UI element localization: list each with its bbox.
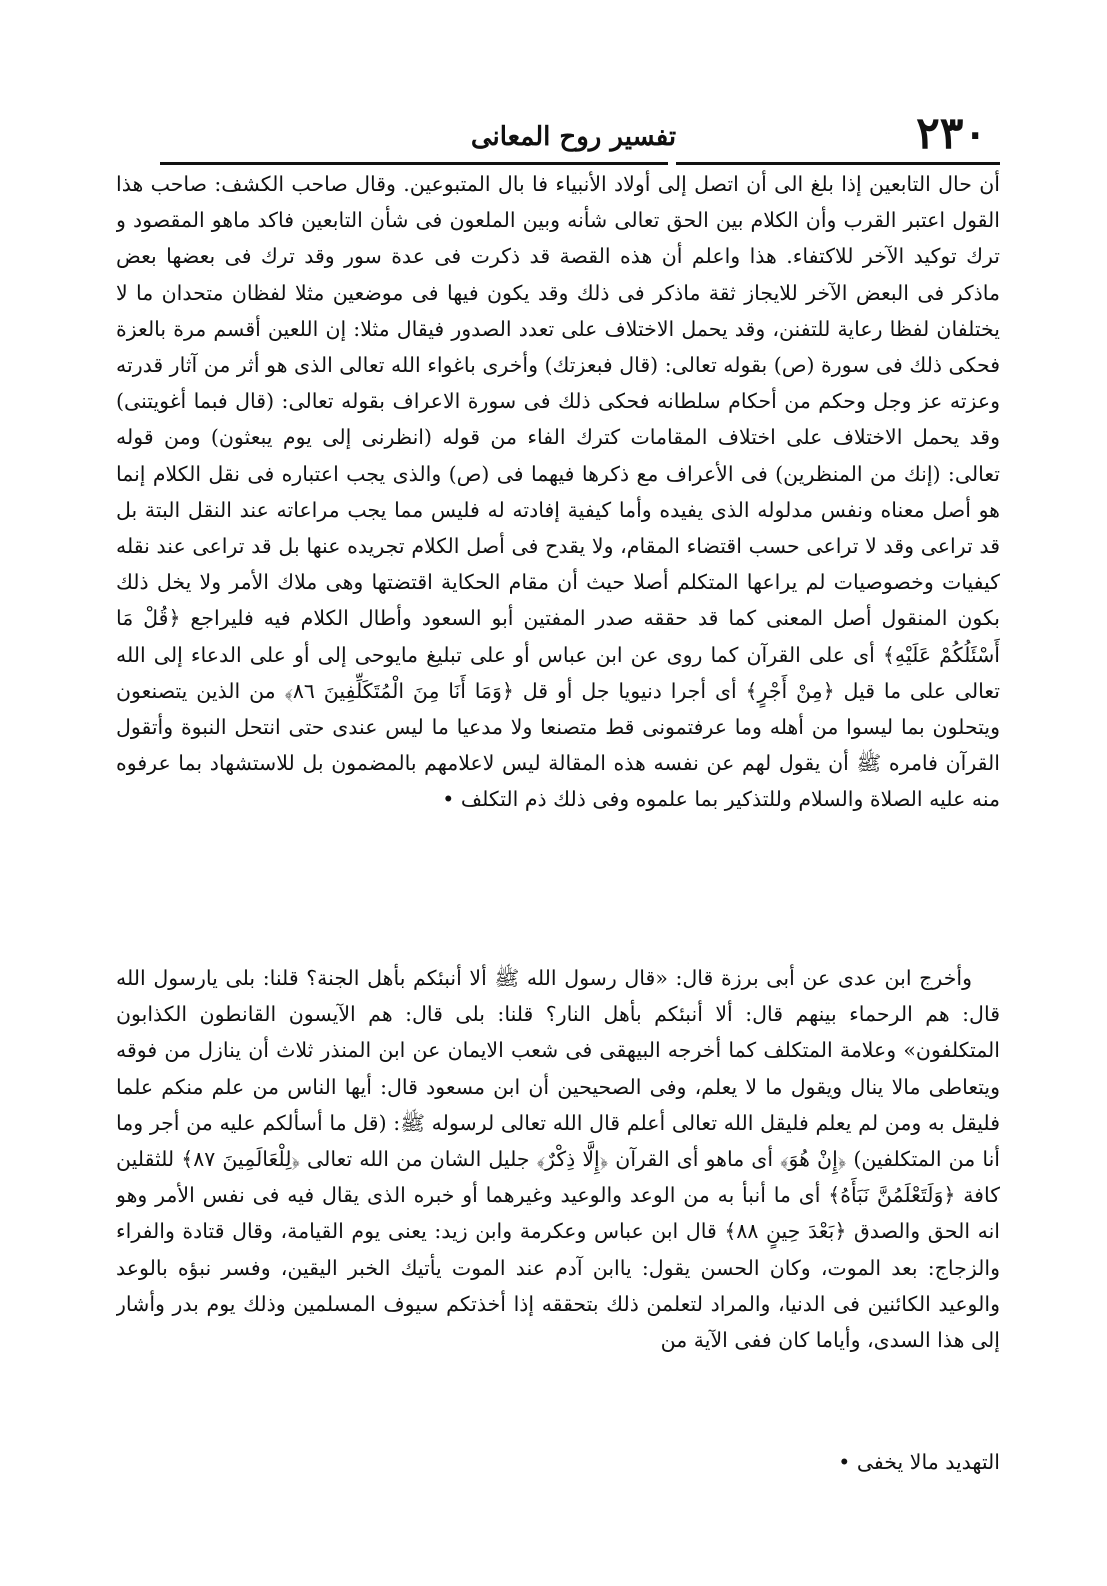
running-title: تفسير روح المعانى	[470, 122, 677, 152]
paragraph-final-line: التهديد مالا يخفى •	[838, 1450, 1000, 1474]
page-number: ٢٣٠	[916, 108, 987, 159]
paragraph-hadith-commentary: وأخرج ابن عدى عن أبى برزة قال: «قال رسول الله ﷺ ألا أنبئكم بأهل الجنة؟ قلنا: بلى يارسول الله قال: هم الرحماء بينهم قال: ألا أنبئكم بأهل النار؟ قلنا: بلى قال: هم الآيسون القانطون الكذابون المتكلفون» وعلامة المتكلف كما أخرجه البيهقى فى شعب الايمان عن ابن المنذر ثلاث أن ينازل من فوقه ويتعاطى مالا ينال ويقول ما لا يعلم، وفى الصحيحين أن ابن مسعود قال: أيها الناس من علم منكم علما فليقل به ومن لم يعلم فليقل الله تعالى أعلم قال الله تعالى لرسوله ﷺ: (قل ما أسألكم عليه من أجر وما أنا من المتكلفين) ﴿إِنْ هُوَ﴾ أى ماهو أى القرآن ﴿إِلَّا ذِكْرٌ﴾ جليل الشان من الله تعالى ﴿لِلْعَالَمِينَ ٨٧﴾ للثقلين كافة ﴿وَلَتَعْلَمُنَّ نَبَأَهُ﴾ أى ما أنبأ به من الوعد والوعيد وغيرهما أو خبره الذى يقال فيه فى نفس الأمر وهو انه الحق والصدق ﴿بَعْدَ حِينٍ ٨٨﴾ قال ابن عباس وعكرمة وابن زيد: يعنى يوم القيامة، وقال قتادة والفراء والزجاج: بعد الموت، وكان الحسن يقول: ياابن آدم عند الموت يأتيك الخبر اليقين، وفسر نبؤه بالوعد والوعيد الكائنين فى الدنيا، والمراد لتعلمن ذلك بتحققه إذا أخذتكم سيوف المسلمين وذلك يوم بدر وأشار إلى هذا السدى، وأياما كان ففى الآية من	[116, 966, 1000, 1353]
page-header	[160, 108, 987, 160]
paragraph-commentary: أن حال التابعين إذا بلغ الى أن اتصل إلى أولاد الأنبياء فا بال المتبوعين. وقال صاحب الكشف: صاحب هذا القول اعتبر القرب وأن الكلام بين الحق تعالى شأنه وبين الملعون فى شأن التابعين فاكد ماهو المقصود و ترك توكيد الآخر للاكتفاء. هذا واعلم أن هذه القصة قد ذكرت فى عدة سور وقد ترك فى بعضها بعض ماذكر فى البعض الآخر للايجاز ثقة ماذكر فى ذلك وقد يكون فيها فى موضعين مثلا لفظان متحدان ما لا يختلفان لفظا رعاية للتفنن، وقد يحمل الاختلاف على تعدد الصدور فيقال مثلا: إن اللعين أقسم مرة بالعزة فحكى ذلك فى سورة (ص) بقوله تعالى: (قال فبعزتك) وأخرى باغواء الله تعالى الذى هو أثر من آثار قدرته وعزته عز وجل وحكم من أحكام سلطانه فحكى ذلك فى سورة الاعراف بقوله تعالى: (قال فبما أغويتنى) وقد يحمل الاختلاف على اختلاف المقامات كترك الفاء من قوله (انظرنى إلى يوم يبعثون) ومن قوله تعالى: (إنك من المنظرين) فى الأعراف مع ذكرها فيهما فى (ص) والذى يجب اعتباره فى نقل الكلام إنما هو أصل معناه ونفس مدلوله الذى يفيده وأما كيفية إفادته له فليس مما يجب مراعاته عند النقل البتة بل قد تراعى وقد لا تراعى حسب اقتضاء المقام، ولا يقدح فى أصل الكلام تجريده عنها بل قد تراعى عند نقله كيفيات وخصوصيات لم يراعها المتكلم أصلا حيث أن مقام الحكاية اقتضتها وهى ملاك الأمر ولا يخل ذلك بكون المنقول أصل المعنى كما قد حققه صدر المفتين أبو السعود وأطال الكلام فيه فليراجع ﴿قُلْ مَا أَسْئَلُكُمْ عَلَيْهِ﴾ أى على القرآن كما روى عن ابن عباس أو على تبليغ مايوحى إلى أو على الدعاء إلى الله تعالى على ما قيل ﴿مِنْ أَجْرٍ﴾ أى أجرا دنيويا جل أو قل ﴿وَمَا أَنَا مِنَ الْمُتَكَلِّفِينَ ٨٦﴾ من الذين يتصنعون ويتحلون بما ليسوا من أهله وما عرفتمونى قط متصنعا ولا مدعيا ما ليس عندى حتى انتحل النبوة وأتقول القرآن فامره ﷺ أن يقول لهم عن نفسه هذه المقالة ليس لاعلامهم بالمضمون بل للاستشهاد بما عرفوه منه عليه الصلاة والسلام وللتذكير بما علموه وفى ذلك ذم التكلف •	[116, 172, 1000, 812]
header-rule	[160, 162, 1000, 165]
